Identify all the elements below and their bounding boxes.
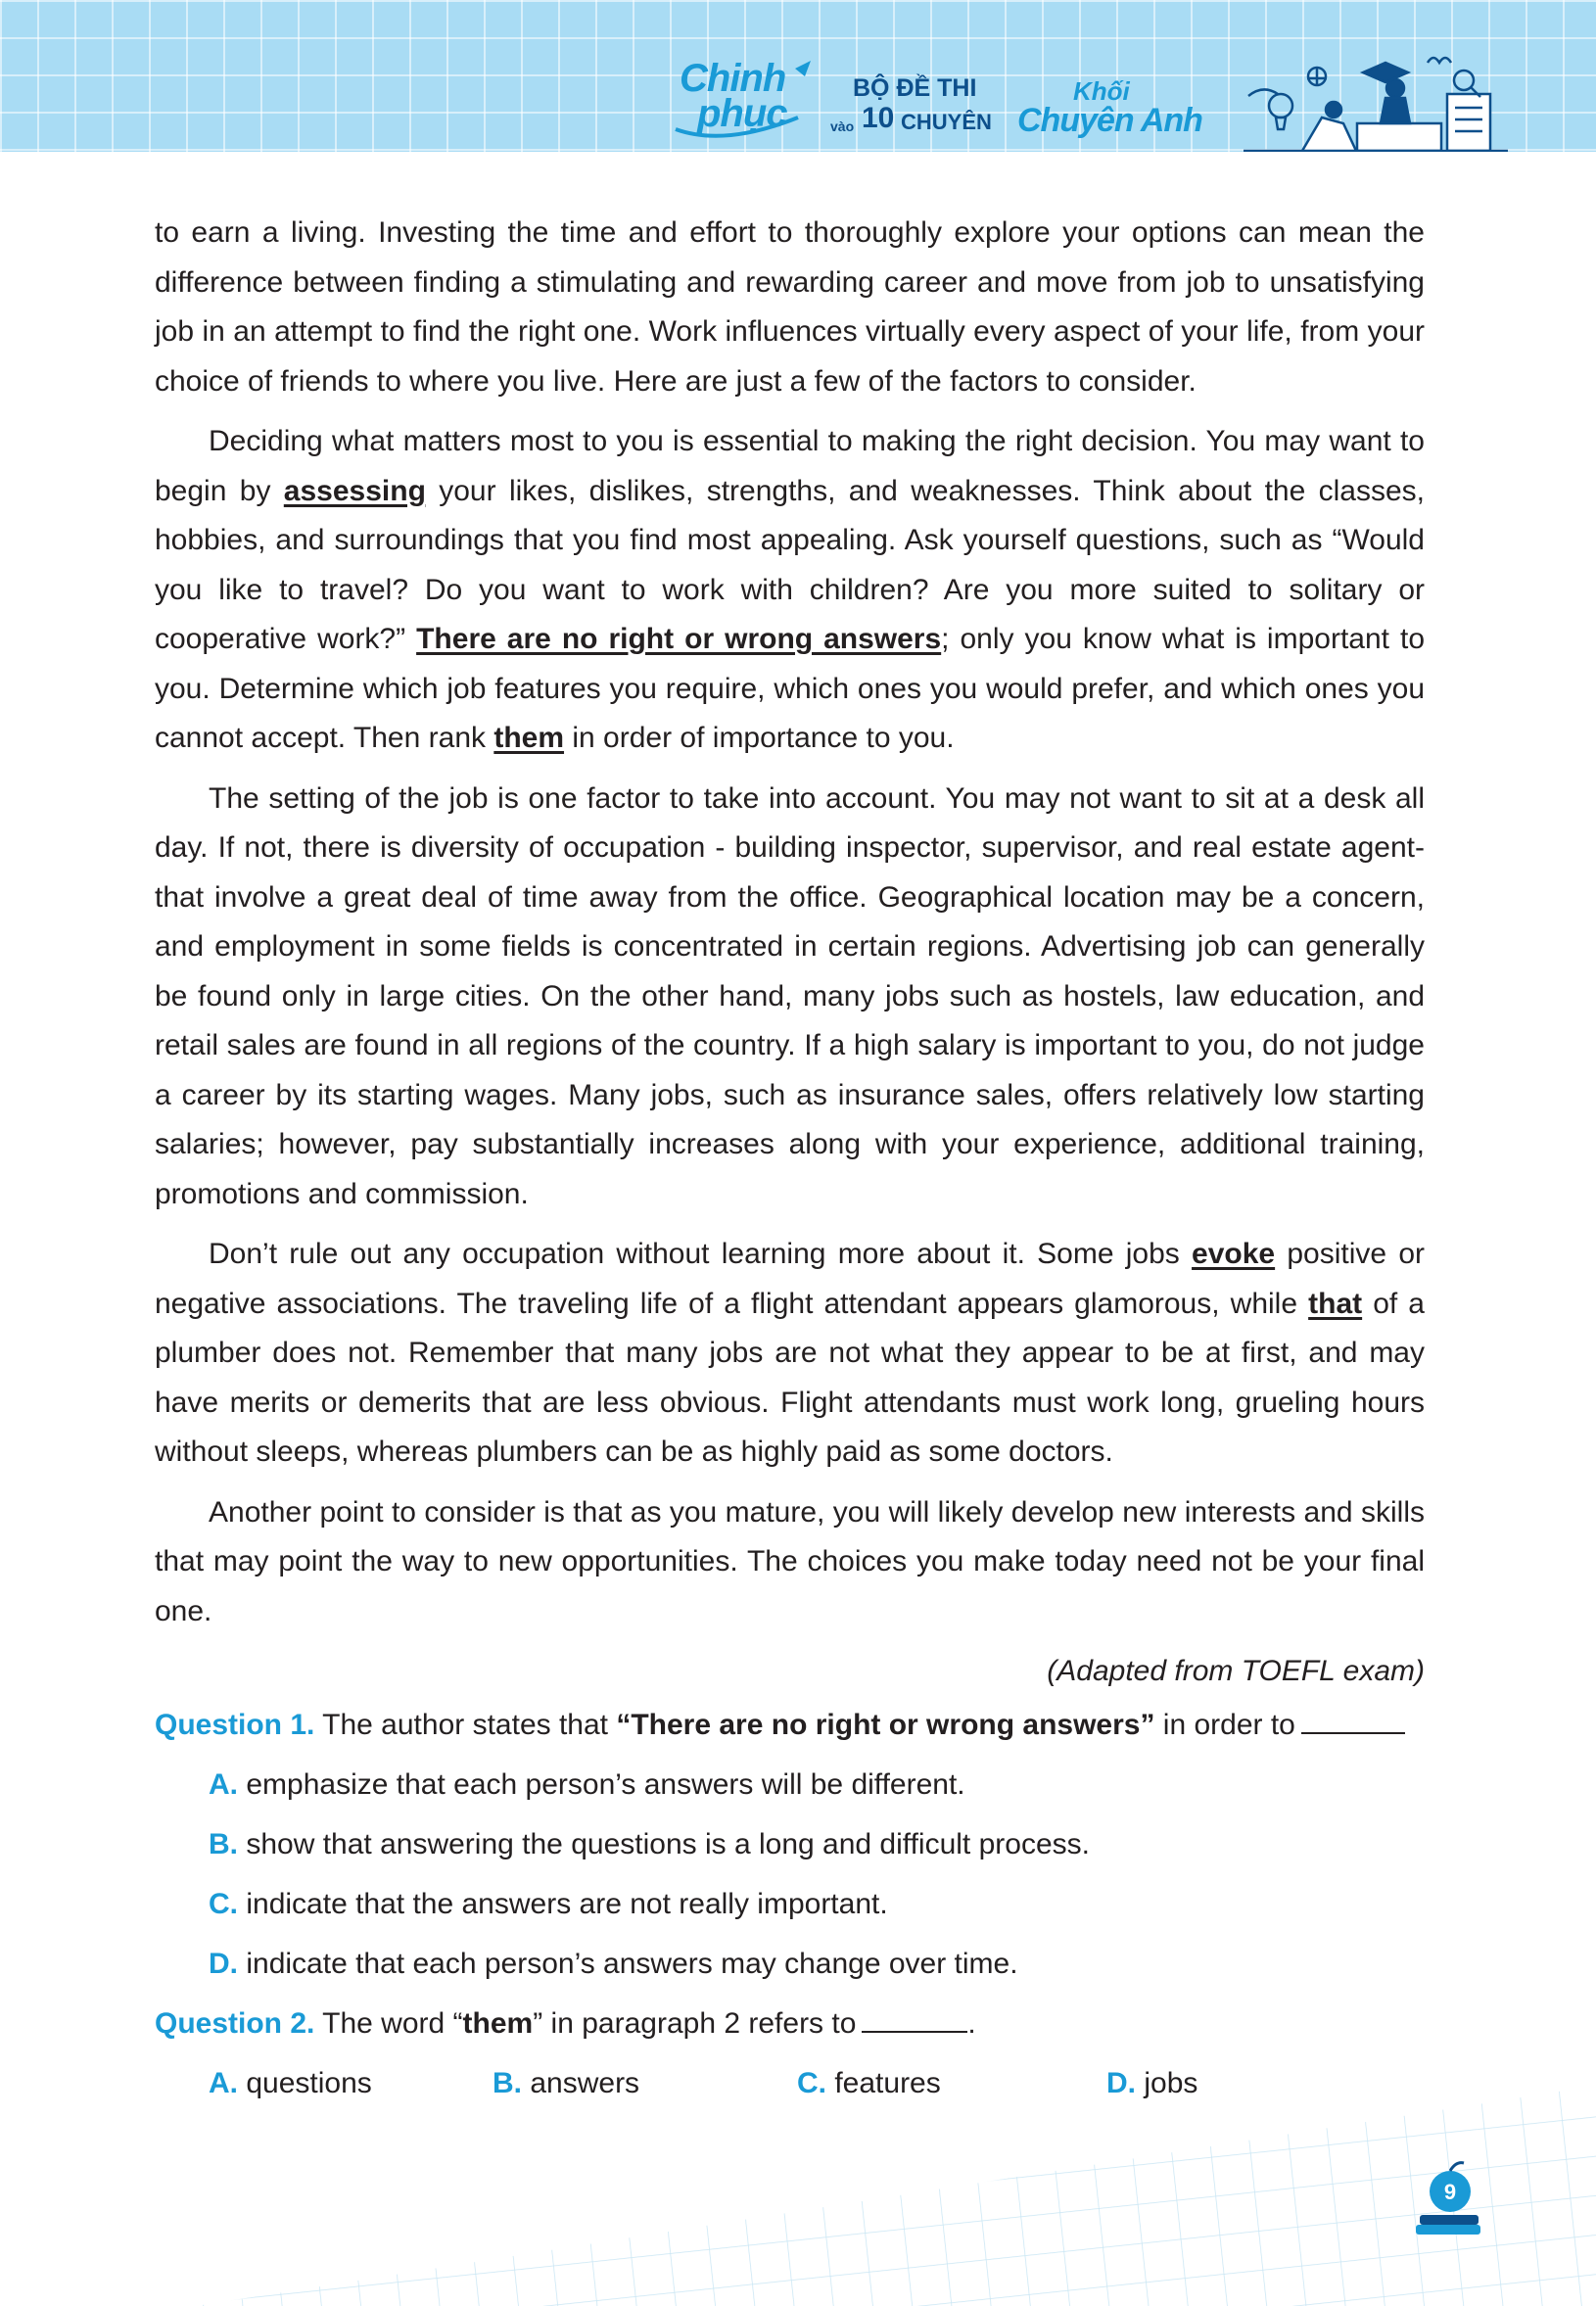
question-1-option-a[interactable] [209, 1761, 1425, 1810]
option-letter: B. [493, 2067, 522, 2099]
question-2-label: Question 2. [155, 2007, 315, 2040]
question-2-stem: The word “ [322, 2007, 463, 2040]
keyword-assessing: assessing [283, 474, 426, 507]
question-2 [155, 2000, 1425, 2048]
group-title-line2: Chuyên Anh [1017, 102, 1202, 139]
option-text: jobs [1144, 2067, 1198, 2099]
keyword-them: them [493, 722, 565, 754]
answer-blank [1301, 1731, 1405, 1734]
option-letter: A. [209, 2067, 238, 2099]
option-text: questions [246, 2067, 372, 2099]
series-number: 10 [862, 102, 895, 134]
question-1-stem-end: in order to [1154, 1709, 1295, 1741]
option-text: emphasize that each person’s answers will be different. [246, 1768, 965, 1801]
option-letter: C. [209, 1888, 238, 1920]
paragraph-3: The setting of the job is one factor to take into account. You may not want to sit at a desk all day. If not, there is diversity of occupation - building inspector, supervisor, and real estate agent- that involve a great deal of time away from the office. Geographical location may be a concern, and employment in some fields is concentrated in certain regions. Advertising job can generally be found only in large cities. On the other hand, many jobs such as hostels, law education, and retail sales are found in all regions of the country. If a high salary is important to you, do not judge a career by its starting wages. Many jobs, such as insurance sales, offers relatively low starting salaries; however, pay substantially increases along with your experience, additional training, promotions and commission. [155, 781, 1425, 1210]
option-text: indicate that the answers are not really important. [246, 1888, 888, 1920]
paragraph-2-text: in order of importance to you. [564, 722, 955, 754]
paragraph-5: Another point to consider is that as you mature, you will likely develop new interests and skills that may point the way to new opportunities. The choices you make today need not be your final one. [155, 1495, 1425, 1627]
question-2-option-d[interactable] [1106, 2059, 1197, 2108]
question-1-option-b[interactable] [209, 1820, 1425, 1869]
paragraph-2 [155, 417, 1425, 764]
paragraph-4-text: positive or negative associations. The traveling life of a flight attendant appears glamorous, while [155, 1238, 1425, 1320]
page-number: 9 [1443, 2180, 1457, 2204]
question-1-option-d[interactable] [209, 1940, 1425, 1989]
paragraph-1: to earn a living. Investing the time and effort to thoroughly explore your options can mean the difference between finding a stimulating and rewarding career and move from job to unsatisfying job in an attempt to find the right one. Work influences virtually every aspect of your life, from your choice of friends to where you live. Here are just a few of the factors to consider. [155, 216, 1425, 398]
answer-blank [862, 2030, 967, 2033]
option-text: answers [530, 2067, 640, 2099]
question-2-keyword: them [462, 2007, 534, 2040]
keyword-evoke: evoke [1192, 1238, 1276, 1270]
question-2-option-b[interactable] [493, 2059, 639, 2108]
paragraph-4-text: Don’t rule out any occupation without learning more about it. Some jobs [209, 1238, 1193, 1270]
question-1 [155, 1701, 1425, 1750]
option-letter: C. [797, 2067, 826, 2099]
question-2-period: . [967, 2007, 976, 2040]
paragraph-2-text: Deciding what matters most to you is essential to making the right decision. You may want to begin by [155, 425, 1425, 507]
option-text: features [834, 2067, 941, 2099]
brand-title-line1: Chinh [680, 57, 786, 100]
option-text: show that answering the questions is a long and difficult process. [246, 1828, 1090, 1860]
source-citation: (Adapted from TOEFL exam) [1047, 1655, 1425, 1687]
group-title-line1: Khối [1073, 76, 1130, 106]
question-2-stem-end: ” in paragraph 2 refers to [533, 2007, 857, 2040]
option-letter: A. [209, 1768, 238, 1801]
reading-passage [155, 209, 1425, 1708]
paragraph-4-text: of a plumber does not. Remember that many jobs are not what they appear to be at first, and may have merits or demerits that are less obvious. Flight attendants must work long, grueling hours without sleeps, whereas plumbers can be as highly paid as some doctors. [155, 1287, 1425, 1468]
paragraph-4 [155, 1230, 1425, 1478]
series-vao: vào [830, 118, 855, 134]
question-2-options [209, 2059, 1425, 2108]
question-1-stem: The author states that [322, 1709, 617, 1741]
paragraph-2-text: ; only you know what is important to you. Determine which job features you require, which ones you would prefer, and which ones you cannot accept. Then rank [155, 623, 1425, 754]
paragraph-2-text: your likes, dislikes, strengths, and weaknesses. Think about the classes, hobbies, and surroundings that you find most appealing. Ask yourself questions, such as “Would you like to travel? Do you want to work with children? Are you more suited to solitary or cooperative work?” [155, 474, 1425, 655]
option-letter: D. [209, 1948, 238, 1980]
question-1-label: Question 1. [155, 1709, 315, 1741]
keyword-no-right-or-wrong: There are no right or wrong answers [416, 623, 942, 655]
brand-title-line2: phục [697, 92, 787, 135]
keyword-that: that [1308, 1287, 1363, 1320]
option-letter: D. [1106, 2067, 1136, 2099]
option-letter: B. [209, 1828, 238, 1860]
option-text: indicate that each person’s answers may change over time. [246, 1948, 1018, 1980]
questions-section [155, 1701, 1425, 2108]
question-2-option-a[interactable] [209, 2059, 372, 2108]
question-1-option-c[interactable] [209, 1880, 1425, 1929]
question-2-option-c[interactable] [797, 2059, 941, 2108]
series-chuyen: CHUYÊN [901, 110, 992, 134]
series-title: BỘ ĐỀ THI [853, 74, 977, 102]
question-1-quote: “There are no right or wrong answers” [616, 1709, 1155, 1741]
